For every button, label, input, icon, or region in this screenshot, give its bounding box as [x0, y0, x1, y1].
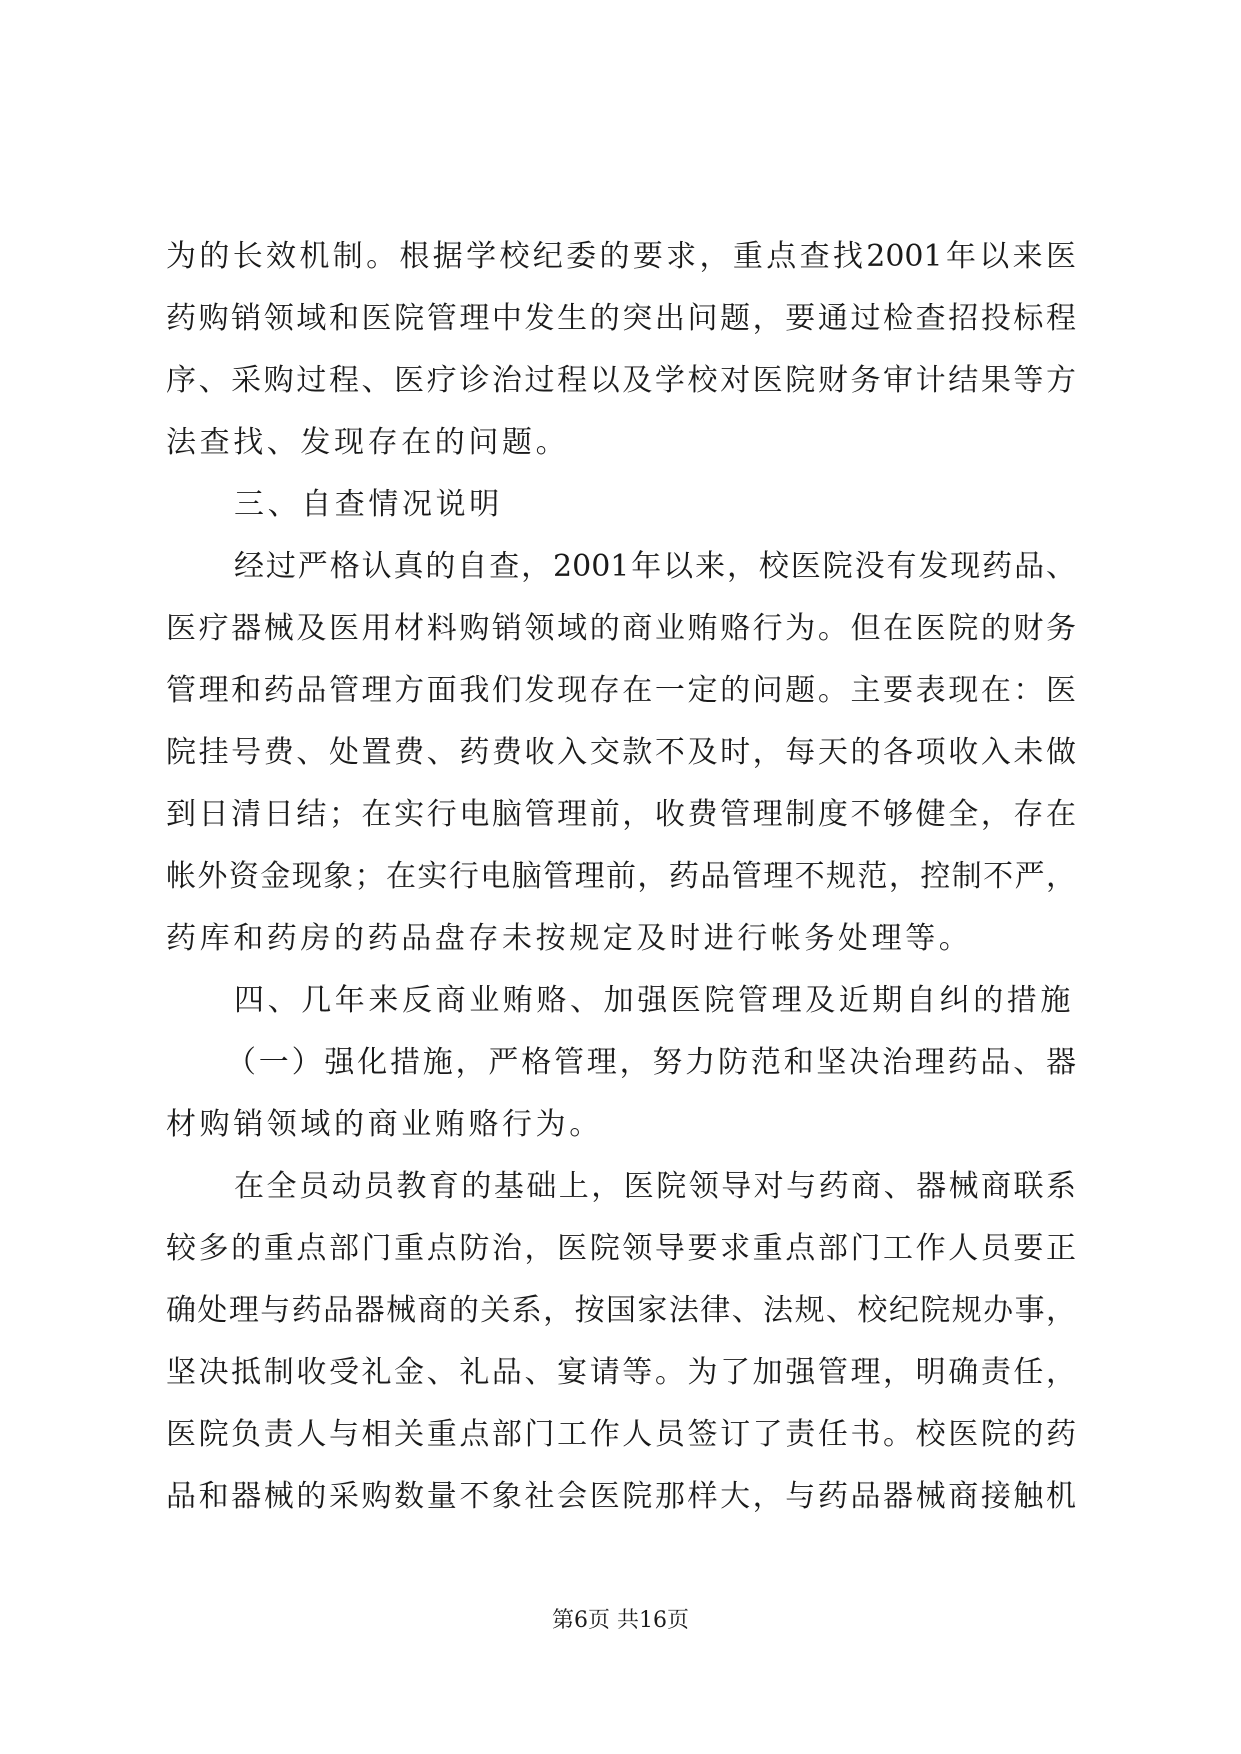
text-line: 医院负责人与相关重点部门工作人员签订了责任书。校医院的药 [166, 1417, 1076, 1452]
text-line: 医疗器械及医用材料购销领域的商业贿赂行为。但在医院的财务 [166, 611, 1076, 646]
text-line: 材购销领域的商业贿赂行为。 [166, 1107, 603, 1142]
text-line: 确处理与药品器械商的关系，按国家法律、法规、校纪院规办事， [166, 1293, 1076, 1328]
text-line: 帐外资金现象；在实行电脑管理前，药品管理不规范，控制不严， [166, 859, 1076, 894]
text-line: 品和器械的采购数量不象社会医院那样大，与药品器械商接触机 [166, 1479, 1076, 1514]
text-line: 序、采购过程、医疗诊治过程以及学校对医院财务审计结果等方 [166, 363, 1076, 398]
text-line: 管理和药品管理方面我们发现存在一定的问题。主要表现在：医 [166, 673, 1076, 708]
text-line: 法查找、发现存在的问题。 [166, 425, 570, 460]
section-heading: 三、自查情况说明 [234, 487, 503, 522]
text-line: 院挂号费、处置费、药费收入交款不及时，每天的各项收入未做 [166, 735, 1076, 770]
subsection-heading: （一）强化措施，严格管理，努力防范和坚决治理药品、器 [226, 1045, 1076, 1080]
text-line: 在全员动员教育的基础上，医院领导对与药商、器械商联系 [234, 1169, 1076, 1204]
text-line: 药购销领域和医院管理中发生的突出问题，要通过检查招投标程 [166, 301, 1076, 336]
text-line: 坚决抵制收受礼金、礼品、宴请等。为了加强管理，明确责任， [166, 1355, 1076, 1390]
document-body [166, 226, 1076, 1528]
text-line: 较多的重点部门重点防治，医院领导要求重点部门工作人员要正 [166, 1231, 1076, 1266]
section-heading: 四、几年来反商业贿赂、加强医院管理及近期自纠的措施 [234, 983, 1074, 1018]
text-line: 为的长效机制。根据学校纪委的要求，重点查找2001年以来医 [166, 239, 1076, 274]
page-number-footer: 第6页 共16页 [552, 1608, 689, 1633]
text-line: 药库和药房的药品盘存未按规定及时进行帐务处理等。 [166, 921, 973, 956]
text-line: 到日清日结；在实行电脑管理前，收费管理制度不够健全，存在 [166, 797, 1076, 832]
text-line: 经过严格认真的自查，2001年以来，校医院没有发现药品、 [234, 549, 1076, 584]
